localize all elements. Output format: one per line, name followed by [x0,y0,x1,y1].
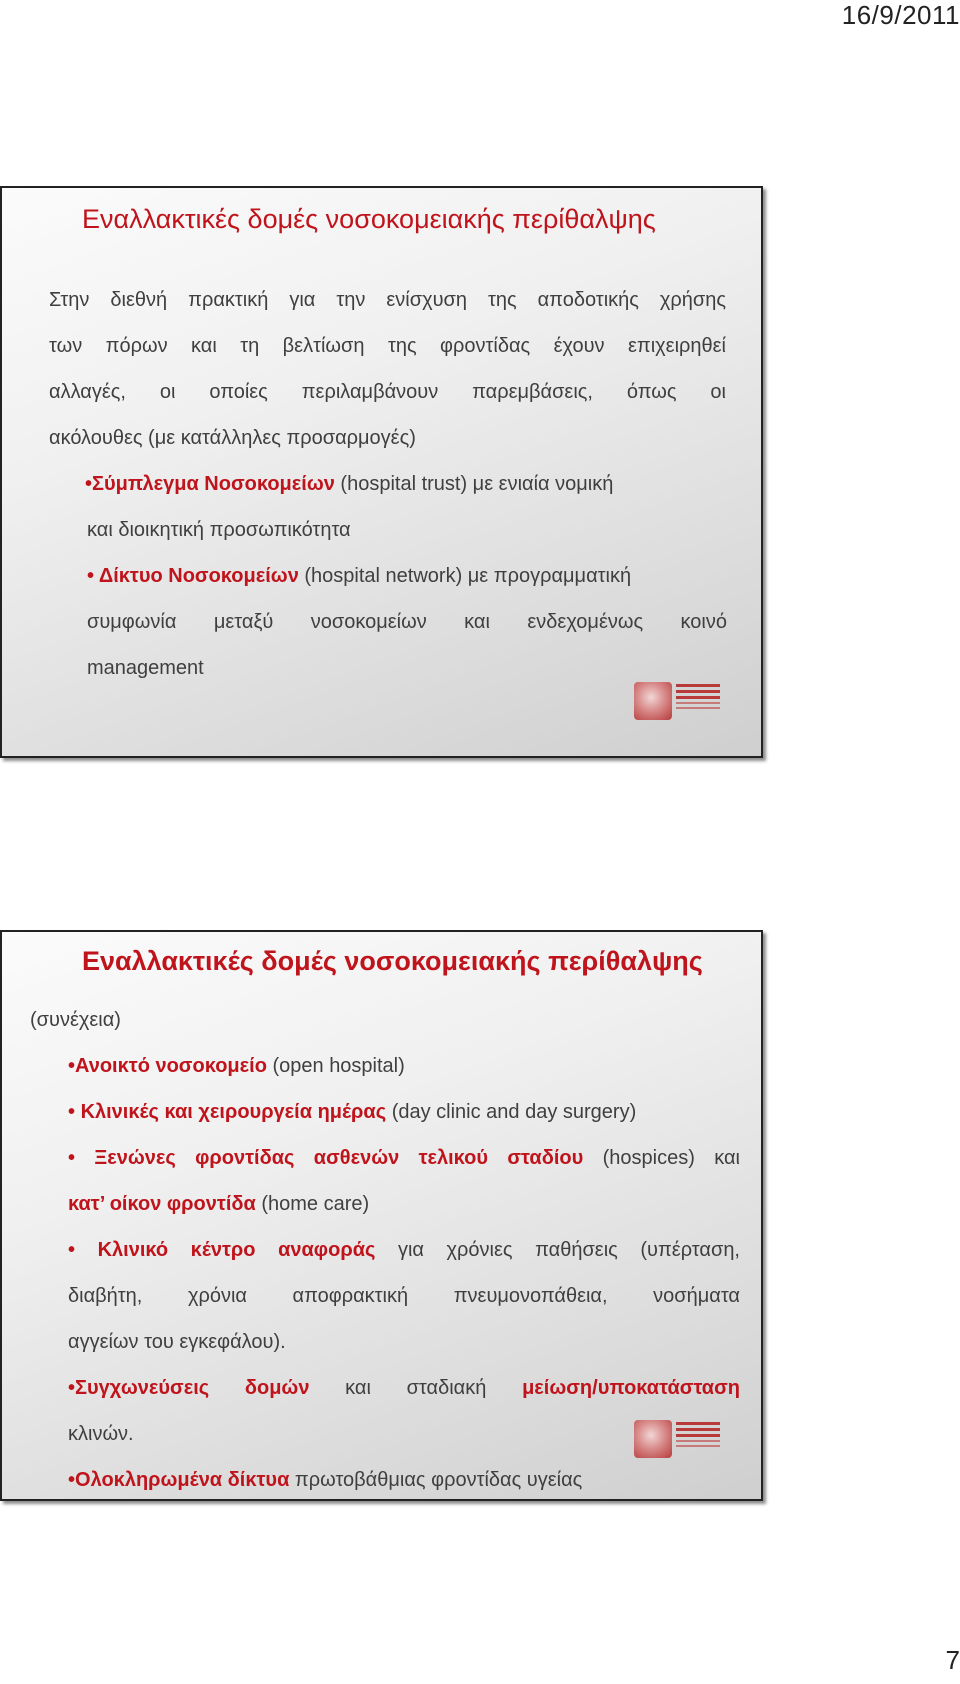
hospital-trust-continuation: και διοικητική προσωπικότητα [87,519,351,541]
hospital-trust-term: Σύμπλεγμα Νοσοκομείων [92,473,335,495]
slide-2-subtitle: (συνέχεια) [30,1009,121,1031]
hospital-network-text: (hospital network) με προγραμματική [298,565,632,587]
item-hospices [68,1146,740,1170]
bullet-dot: • [68,1469,76,1491]
bullet-dot: • [68,1377,76,1399]
home-care-text: (home care) [255,1193,370,1215]
page-number: 7 [945,1645,960,1675]
hospices-text: (hospices) και [583,1147,740,1169]
bullet-dot: • [68,1147,95,1169]
slide-1 [0,186,763,758]
logo-emblem-icon [634,1420,672,1458]
slide-2-title: Εναλλακτικές δομές νοσοκομειακής περίθαλψης [82,946,703,976]
mergers-text: και σταδιακή [309,1377,523,1399]
bed-reduction-term: μείωση/υποκατάσταση [522,1377,741,1399]
day-clinic-text: (day clinic and day surgery) [386,1101,637,1123]
item-mergers [68,1376,740,1400]
date-header: 16/9/2011 [841,0,960,30]
item-reference-center [68,1238,740,1262]
slide-1-title: Εναλλακτικές δομές νοσοκομειακής περίθαλψης [82,204,656,234]
bullet-dot: • [68,1101,81,1123]
reference-center-term: Κλινικό κέντρο αναφοράς [97,1239,376,1261]
intro-line-3: αλλαγές, οι οποίες περιλαμβάνουν παρεμβάσεις, όπως οι [49,381,726,403]
ethniki-scholi-logo [634,1420,720,1458]
integrated-networks-term: Ολοκληρωμένα δίκτυα [75,1469,290,1491]
home-care-term: κατ’ οίκον φροντίδα [68,1193,256,1215]
bullet-dot: • [68,1239,98,1261]
bullet-dot: • [87,565,99,587]
open-hospital-text: (open hospital) [266,1055,405,1077]
hospices-term: Ξενώνες φροντίδας ασθενών τελικού σταδίου [94,1147,584,1169]
intro-line-4: ακόλουθες (με κατάλληλες προσαρμογές) [49,427,416,449]
item-integrated-networks [68,1468,582,1492]
slide-2 [0,930,763,1501]
hospital-trust-text: (hospital trust) με ενιαία νομική [334,473,614,495]
intro-line-1: Στην διεθνή πρακτική για την ενίσχυση της αποδοτικής χρήσης [49,289,726,311]
item-open-hospital [68,1054,405,1078]
reference-center-text: για χρόνιες παθήσεις (υπέρταση, [375,1239,740,1261]
open-hospital-term: Ανοικτό νοσοκομείο [75,1055,267,1077]
logo-text-mark [676,684,720,712]
bullet-item-hospital-network [87,564,631,588]
logo-emblem-icon [634,682,672,720]
hospital-network-continuation-2: management [87,657,204,679]
hospital-network-term: Δίκτυο Νοσοκομείων [98,565,299,587]
ethniki-scholi-logo [634,682,720,720]
mergers-continuation: κλινών. [68,1423,134,1445]
bullet-dot: • [68,1055,76,1077]
reference-center-continuation-2: αγγείων του εγκεφάλου). [68,1331,286,1353]
item-day-clinic [68,1100,636,1124]
logo-text-mark [676,1422,720,1450]
intro-line-2: των πόρων και τη βελτίωση της φροντίδας έχουν επιχειρηθεί [49,335,726,357]
item-home-care [68,1192,369,1216]
hospital-network-continuation: συμφωνία μεταξύ νοσοκομείων και ενδεχομένως κοινό [87,611,727,633]
bullet-dot: • [85,473,93,495]
reference-center-continuation: διαβήτη, χρόνια αποφρακτική πνευμονοπάθεια, νοσήματα [68,1285,740,1307]
mergers-term: Συγχωνεύσεις δομών [75,1377,310,1399]
integrated-networks-text: πρωτοβάθμιας φροντίδας υγείας [289,1469,583,1491]
bullet-item-hospital-trust [85,472,613,496]
day-clinic-term: Κλινικές και χειρουργεία ημέρας [80,1101,387,1123]
